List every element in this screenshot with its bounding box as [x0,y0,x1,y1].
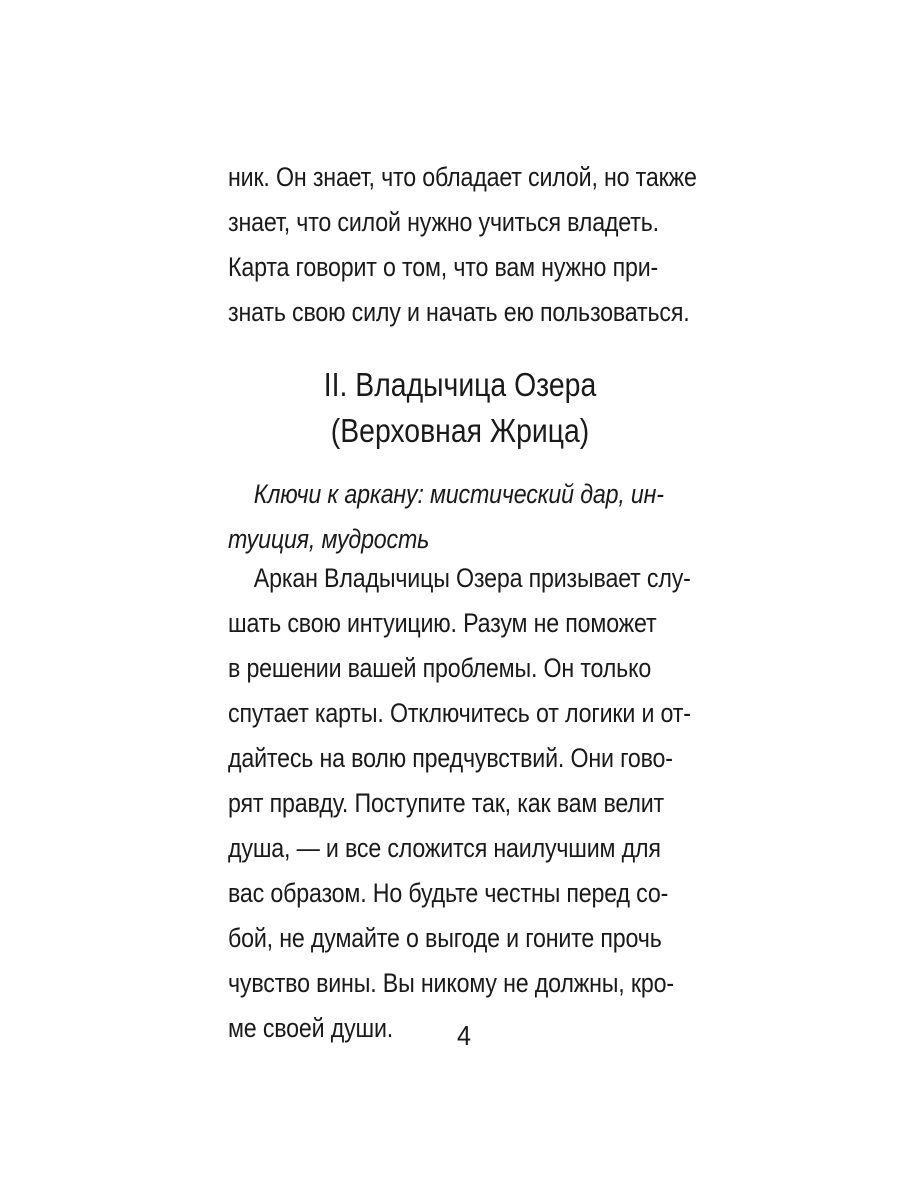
text-line: бой, не думайте о выгоде и гоните прочь [228,923,662,953]
text-line: ник. Он знает, что обладает силой, но также [228,162,697,192]
text-line: знает, что силой нужно учиться владеть. [228,207,659,237]
arcana-keys [228,472,708,562]
section-subtitle: (Верховная Жрица) [330,412,590,449]
page-number: 4 [456,1020,472,1051]
text-line: дайтесь на волю предчувствий. Они гово- [228,743,673,773]
text-line: Карта говорит о том, что вам нужно при- [228,252,659,282]
text-line: чувство вины. Вы никому не должны, кро- [228,968,674,998]
text-line: знать свою силу и начать ею пользоваться. [228,297,690,327]
text-line: Аркан Владычицы Озера призывает слу- [253,563,691,593]
keys-line: туиция, мудрость [228,524,430,554]
keys-line: Ключи к аркану: мистический дар, ин- [253,479,664,509]
text-line: ме своей души. [228,1013,394,1043]
text-line: рят правду. Поступите так, как вам велит [228,788,664,818]
text-line: спутает карты. Отключитесь от логики и от- [228,698,691,728]
section-title: II. Владычица Озера [323,366,597,403]
text-line: вас образом. Но будьте честны перед со- [228,878,669,908]
section-heading [0,362,900,454]
text-line: душа, — и все сложится наилучшим для [228,833,661,863]
body-paragraph [228,556,708,1051]
continuation-paragraph [228,155,708,335]
text-line: шать свою интуицию. Разум не поможет [228,608,657,638]
text-line: в решении вашей проблемы. Он только [228,653,652,683]
